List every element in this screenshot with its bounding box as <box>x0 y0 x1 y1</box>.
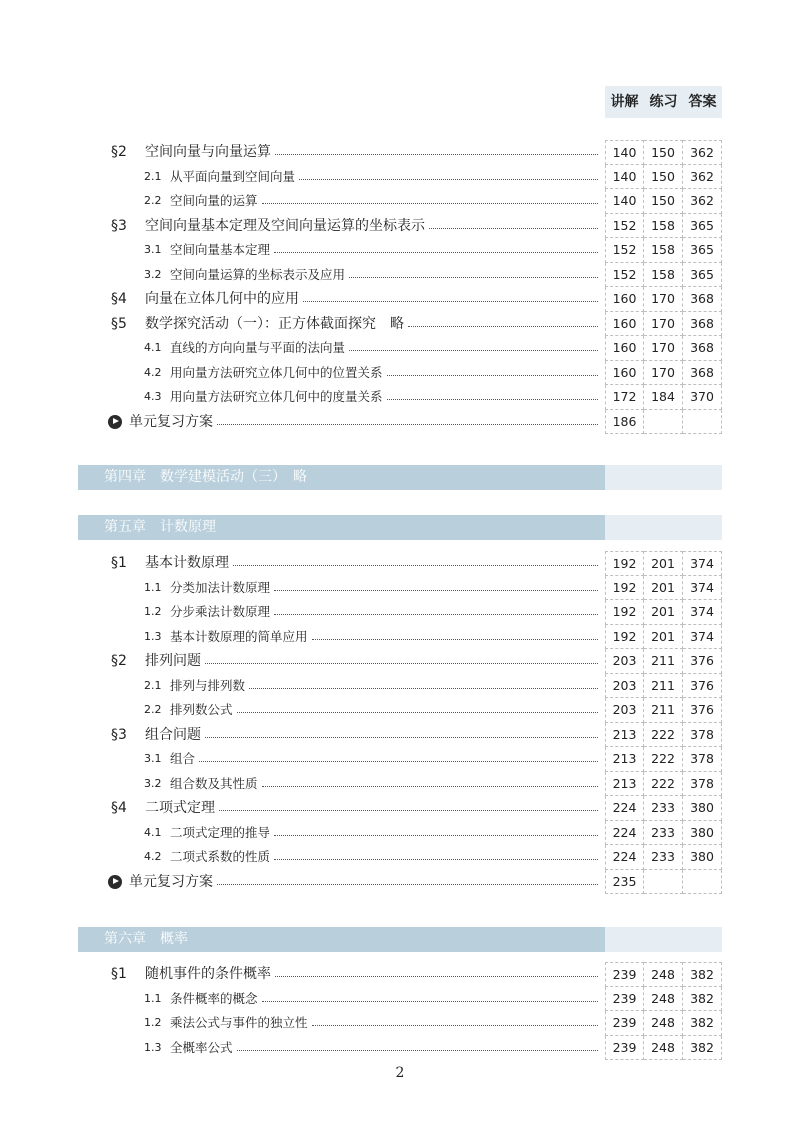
page-number-cells <box>605 600 722 625</box>
answer-page-cell: 374 <box>683 576 722 601</box>
toc-entry-title <box>111 140 271 165</box>
lecture-page-cell: 192 <box>605 625 644 650</box>
toc-entry-title <box>111 214 425 239</box>
practice-page-cell: 150 <box>644 189 683 214</box>
toc-entry-number: 1.2 <box>144 605 162 618</box>
page-number-cells <box>605 189 722 214</box>
toc-entry-number: §5 <box>111 315 127 332</box>
answer-page-cell: 382 <box>683 1011 722 1036</box>
toc-entry-title <box>144 165 295 190</box>
answer-page-cell: 368 <box>683 361 722 386</box>
leader-dots <box>274 614 598 615</box>
leader-dots <box>387 375 598 376</box>
page-number-cells <box>605 1011 722 1036</box>
toc-entry-text: 随机事件的条件概率 <box>145 966 271 982</box>
answer-page-cell: 362 <box>683 165 722 190</box>
practice-page-cell: 201 <box>644 551 683 576</box>
leader-dots <box>233 565 598 566</box>
leader-dots <box>274 252 598 253</box>
column-header-lecture: 讲解 <box>610 94 639 110</box>
toc-entry-text: 组合问题 <box>145 726 201 743</box>
toc-section-entry[interactable] <box>0 214 800 239</box>
toc-entry-text: 排列问题 <box>145 653 201 669</box>
leader-dots <box>349 350 598 351</box>
practice-page-cell: 233 <box>644 796 683 821</box>
toc-subsection-entry[interactable] <box>0 1011 800 1036</box>
lecture-page-cell: 160 <box>605 287 644 312</box>
toc-entry-title <box>108 410 213 435</box>
toc-entry-number: §1 <box>111 555 127 571</box>
toc-entry-text: 用向量方法研究立体几何中的度量关系 <box>170 389 383 404</box>
practice-page-cell: 201 <box>644 600 683 625</box>
practice-page-cell: 211 <box>644 674 683 699</box>
leader-dots <box>199 761 598 762</box>
toc-entry-title <box>111 287 299 312</box>
page-number-cells <box>605 140 722 165</box>
practice-page-cell: 170 <box>644 361 683 386</box>
toc-review-entry[interactable] <box>0 870 800 895</box>
leader-dots <box>219 810 598 811</box>
leader-dots <box>249 688 598 689</box>
toc-entry-number: §3 <box>111 217 127 234</box>
practice-page-cell: 201 <box>644 576 683 601</box>
toc-entry-number: 4.1 <box>144 825 162 839</box>
practice-page-cell: 158 <box>644 263 683 288</box>
toc-entry-text: 分类加法计数原理 <box>170 579 271 595</box>
toc-entry-number: §2 <box>111 653 127 669</box>
toc-entry-text: 乘法公式与事件的独立性 <box>170 1015 308 1030</box>
page-number-cells <box>605 214 722 239</box>
answer-page-cell: 365 <box>683 214 722 239</box>
chapter-heading-label: 第五章 计数原理 <box>104 519 216 535</box>
leader-dots <box>275 976 598 977</box>
column-header-practice: 练习 <box>649 94 678 110</box>
page-number-cells <box>605 870 722 895</box>
toc-entry-text: 空间向量基本定理 <box>170 242 271 257</box>
page-number-cells <box>605 238 722 263</box>
toc-entry-text: 空间向量基本定理及空间向量运算的坐标表示 <box>145 217 425 234</box>
toc-subsection-entry[interactable] <box>0 1036 800 1061</box>
play-arrow-icon <box>108 415 122 429</box>
toc-entry-text: 向量在立体几何中的应用 <box>145 291 299 307</box>
toc-entry-number: 2.1 <box>144 678 162 692</box>
toc-entry-number: 3.2 <box>144 776 162 790</box>
lecture-page-cell: 203 <box>605 674 644 699</box>
toc-subsection-entry[interactable] <box>0 987 800 1012</box>
practice-page-cell: 211 <box>644 698 683 723</box>
lecture-page-cell: 213 <box>605 772 644 797</box>
practice-page-cell: 201 <box>644 625 683 650</box>
answer-page-cell: 380 <box>683 796 722 821</box>
toc-entry-number: 4.2 <box>144 365 162 379</box>
answer-page-cell <box>683 870 722 895</box>
lecture-page-cell: 239 <box>605 1011 644 1036</box>
toc-entry-number: 2.2 <box>144 703 162 716</box>
toc-review-entry[interactable] <box>0 410 800 435</box>
page-number-cells <box>605 576 722 601</box>
toc-entry-text: 空间向量与向量运算 <box>145 144 271 160</box>
toc-entry-text: 空间向量的运算 <box>170 193 258 208</box>
page-number-cells <box>605 551 722 576</box>
toc-entry-number: 3.1 <box>144 243 162 256</box>
toc-entry-title <box>144 336 345 361</box>
practice-page-cell: 170 <box>644 336 683 361</box>
toc-entry-text: 二项式定理的推导 <box>170 824 271 840</box>
answer-page-cell: 378 <box>683 747 722 772</box>
toc-subsection-entry[interactable] <box>0 674 800 699</box>
answer-page-cell: 374 <box>683 625 722 650</box>
leader-dots <box>205 737 598 738</box>
lecture-page-cell: 224 <box>605 821 644 846</box>
leader-dots <box>262 1001 598 1002</box>
answer-page-cell: 362 <box>683 140 722 165</box>
lecture-page-cell: 186 <box>605 410 644 435</box>
answer-page-cell: 374 <box>683 551 722 576</box>
toc-subsection-entry[interactable] <box>0 698 800 723</box>
answer-page-cell: 378 <box>683 723 722 748</box>
toc-entry-title <box>144 987 258 1012</box>
lecture-page-cell: 213 <box>605 723 644 748</box>
toc-entry-title <box>144 361 383 386</box>
toc-entry-title <box>111 723 201 748</box>
lecture-page-cell: 203 <box>605 649 644 674</box>
answer-page-cell: 380 <box>683 821 722 846</box>
toc-entry-title <box>111 962 271 987</box>
lecture-page-cell: 152 <box>605 238 644 263</box>
page-number-cells <box>605 747 722 772</box>
toc-entry-text: 单元复习方案 <box>129 413 213 430</box>
toc-entry-text: 二项式系数的性质 <box>170 849 271 864</box>
page-number-cells <box>605 772 722 797</box>
toc-subsection-entry[interactable] <box>0 845 800 870</box>
toc-entry-text: 用向量方法研究立体几何中的位置关系 <box>170 364 383 380</box>
answer-page-cell: 365 <box>683 263 722 288</box>
lecture-page-cell: 160 <box>605 312 644 337</box>
lecture-page-cell: 160 <box>605 336 644 361</box>
leader-dots <box>217 424 598 425</box>
toc-entry-number: 4.3 <box>144 390 162 403</box>
toc-entry-text: 从平面向量到空间向量 <box>170 168 296 184</box>
lecture-page-cell: 213 <box>605 747 644 772</box>
toc-subsection-entry[interactable] <box>0 772 800 797</box>
toc-entry-text: 排列与排列数 <box>170 677 246 693</box>
toc-entry-title <box>144 625 308 650</box>
leader-dots <box>275 154 598 155</box>
toc-entry-text: 排列数公式 <box>170 702 233 717</box>
page-number-cells <box>605 312 722 337</box>
toc-entry-title <box>144 1036 233 1061</box>
leader-dots <box>429 228 598 229</box>
practice-page-cell <box>644 410 683 435</box>
practice-page-cell: 184 <box>644 385 683 410</box>
leader-dots <box>312 639 598 640</box>
practice-page-cell: 248 <box>644 1036 683 1061</box>
toc-entry-title <box>144 238 270 263</box>
toc-entry-number: 4.2 <box>144 850 162 863</box>
lecture-page-cell: 152 <box>605 263 644 288</box>
toc-subsection-entry[interactable] <box>0 747 800 772</box>
lecture-page-cell: 152 <box>605 214 644 239</box>
toc-section-entry[interactable] <box>0 962 800 987</box>
leader-dots <box>262 786 598 787</box>
toc-entry-number: 1.1 <box>144 580 162 594</box>
practice-page-cell: 233 <box>644 821 683 846</box>
toc-entry-number: §1 <box>111 966 127 982</box>
toc-entry-number: 1.3 <box>144 629 162 643</box>
leader-dots <box>349 277 598 278</box>
toc-entry-number: 1.3 <box>144 1040 162 1054</box>
page-number-cells <box>605 385 722 410</box>
toc-section-entry[interactable] <box>0 287 800 312</box>
lecture-page-cell: 203 <box>605 698 644 723</box>
leader-dots <box>274 835 598 836</box>
chapter-heading[interactable] <box>78 465 722 490</box>
practice-page-cell: 211 <box>644 649 683 674</box>
practice-page-cell: 248 <box>644 987 683 1012</box>
play-arrow-icon <box>108 875 122 889</box>
answer-page-cell: 376 <box>683 674 722 699</box>
toc-entry-title <box>144 845 270 870</box>
page-number-cells <box>605 796 722 821</box>
lecture-page-cell: 140 <box>605 165 644 190</box>
toc-subsection-entry[interactable] <box>0 576 800 601</box>
practice-page-cell: 222 <box>644 772 683 797</box>
toc-entry-text: 分步乘法计数原理 <box>170 604 271 619</box>
column-header-answer: 答案 <box>688 94 717 110</box>
lecture-page-cell: 224 <box>605 845 644 870</box>
practice-page-cell: 158 <box>644 214 683 239</box>
answer-page-cell: 368 <box>683 312 722 337</box>
toc-entry-number: 3.1 <box>144 752 162 765</box>
lecture-page-cell: 140 <box>605 140 644 165</box>
page-number-cells <box>605 987 722 1012</box>
lecture-page-cell: 239 <box>605 1036 644 1061</box>
answer-page-cell: 382 <box>683 987 722 1012</box>
leader-dots <box>312 1025 598 1026</box>
practice-page-cell: 222 <box>644 747 683 772</box>
lecture-page-cell: 192 <box>605 576 644 601</box>
leader-dots <box>262 203 598 204</box>
practice-page-cell: 150 <box>644 165 683 190</box>
practice-page-cell: 233 <box>644 845 683 870</box>
toc-entry-number: 3.2 <box>144 267 162 281</box>
answer-page-cell: 368 <box>683 336 722 361</box>
toc-entry-title <box>111 649 201 674</box>
toc-entry-number: 2.2 <box>144 194 162 207</box>
toc-entry-title <box>144 1011 308 1036</box>
toc-subsection-entry[interactable] <box>0 385 800 410</box>
toc-entry-title <box>144 600 270 625</box>
toc-subsection-entry[interactable] <box>0 361 800 386</box>
toc-entry-title <box>144 385 383 410</box>
leader-dots <box>205 663 598 664</box>
page-number: 2 <box>395 1065 405 1081</box>
toc-entry-number: 1.2 <box>144 1016 162 1029</box>
toc-entry-text: 全概率公式 <box>170 1039 233 1055</box>
toc-subsection-entry[interactable] <box>0 625 800 650</box>
leader-dots <box>237 712 598 713</box>
answer-page-cell: 376 <box>683 698 722 723</box>
answer-page-cell: 365 <box>683 238 722 263</box>
leader-dots <box>387 399 598 400</box>
chapter-heading-label: 第六章 概率 <box>104 931 188 947</box>
practice-page-cell <box>644 870 683 895</box>
lecture-page-cell: 192 <box>605 551 644 576</box>
toc-entry-number: 2.1 <box>144 169 162 183</box>
page-number-cells <box>605 674 722 699</box>
leader-dots <box>237 1050 598 1051</box>
chapter-heading[interactable] <box>78 927 722 952</box>
toc-entry-text: 基本计数原理 <box>145 555 229 571</box>
answer-page-cell: 362 <box>683 189 722 214</box>
practice-page-cell: 150 <box>644 140 683 165</box>
page-number-cells <box>605 263 722 288</box>
leader-dots <box>299 179 598 180</box>
page-number-cells <box>605 845 722 870</box>
toc-entry-title <box>111 796 215 821</box>
lecture-page-cell: 160 <box>605 361 644 386</box>
toc-subsection-entry[interactable] <box>0 165 800 190</box>
page-number-cells <box>605 361 722 386</box>
toc-entry-title <box>144 772 258 797</box>
toc-subsection-entry[interactable] <box>0 821 800 846</box>
leader-dots <box>303 301 598 302</box>
answer-page-cell: 382 <box>683 962 722 987</box>
toc-section-entry[interactable] <box>0 551 800 576</box>
page-number-cells <box>605 165 722 190</box>
answer-page-cell <box>683 410 722 435</box>
page-number-cells <box>605 698 722 723</box>
page-number-cells <box>605 1036 722 1061</box>
toc-subsection-entry[interactable] <box>0 600 800 625</box>
leader-dots <box>217 884 598 885</box>
toc-subsection-entry[interactable] <box>0 189 800 214</box>
page-number-cells <box>605 649 722 674</box>
toc-entry-text: 基本计数原理的简单应用 <box>170 628 308 644</box>
toc-entry-number: §4 <box>111 800 127 816</box>
toc-entry-title <box>144 698 233 723</box>
practice-page-cell: 170 <box>644 312 683 337</box>
toc-section-entry[interactable] <box>0 649 800 674</box>
chapter-heading[interactable] <box>78 515 722 540</box>
page-number-cells <box>605 625 722 650</box>
toc-section-entry[interactable] <box>0 140 800 165</box>
toc-subsection-entry[interactable] <box>0 263 800 288</box>
toc-entry-title <box>108 870 213 895</box>
toc-entry-number: §4 <box>111 291 127 307</box>
lecture-page-cell: 235 <box>605 870 644 895</box>
toc-entry-title <box>144 821 270 846</box>
lecture-page-cell: 140 <box>605 189 644 214</box>
page-number-cells <box>605 287 722 312</box>
toc-entry-text: 二项式定理 <box>145 800 215 816</box>
answer-page-cell: 368 <box>683 287 722 312</box>
leader-dots <box>274 859 598 860</box>
lecture-page-cell: 239 <box>605 987 644 1012</box>
toc-entry-title <box>111 312 404 337</box>
page-number-cells <box>605 962 722 987</box>
leader-dots <box>274 590 598 591</box>
lecture-page-cell: 224 <box>605 796 644 821</box>
toc-entry-text: 数学探究活动（一）：正方体截面探究 略 <box>145 315 404 332</box>
lecture-page-cell: 172 <box>605 385 644 410</box>
column-header <box>605 86 722 118</box>
practice-page-cell: 222 <box>644 723 683 748</box>
answer-page-cell: 374 <box>683 600 722 625</box>
toc-entry-text: 空间向量运算的坐标表示及应用 <box>170 266 346 282</box>
toc-entry-text: 直线的方向向量与平面的法向量 <box>170 340 346 355</box>
answer-page-cell: 378 <box>683 772 722 797</box>
practice-page-cell: 170 <box>644 287 683 312</box>
practice-page-cell: 248 <box>644 1011 683 1036</box>
toc-entry-title <box>144 747 195 772</box>
toc-subsection-entry[interactable] <box>0 336 800 361</box>
answer-page-cell: 370 <box>683 385 722 410</box>
lecture-page-cell: 239 <box>605 962 644 987</box>
toc-entry-text: 组合 <box>170 751 196 766</box>
toc-entry-title <box>144 263 345 288</box>
page-number-cells <box>605 821 722 846</box>
toc-entry-number: 1.1 <box>144 991 162 1005</box>
toc-entry-title <box>144 189 258 214</box>
lecture-page-cell: 192 <box>605 600 644 625</box>
toc-entry-number: §3 <box>111 726 127 743</box>
toc-section-entry[interactable] <box>0 312 800 337</box>
page-number-cells <box>605 410 722 435</box>
toc-entry-number: §2 <box>111 144 127 160</box>
toc-section-entry[interactable] <box>0 796 800 821</box>
toc-subsection-entry[interactable] <box>0 238 800 263</box>
practice-page-cell: 158 <box>644 238 683 263</box>
chapter-heading-label: 第四章 数学建模活动（三） 略 <box>104 469 307 485</box>
toc-entry-text: 组合数及其性质 <box>170 775 258 791</box>
toc-entry-text: 单元复习方案 <box>129 873 213 890</box>
toc-entry-number: 4.1 <box>144 341 162 354</box>
answer-page-cell: 380 <box>683 845 722 870</box>
toc-section-entry[interactable] <box>0 723 800 748</box>
page-number-cells <box>605 336 722 361</box>
toc-entry-title <box>144 674 245 699</box>
answer-page-cell: 376 <box>683 649 722 674</box>
leader-dots <box>408 326 598 327</box>
page-number-cells <box>605 723 722 748</box>
toc-entry-text: 条件概率的概念 <box>170 990 258 1006</box>
toc-entry-title <box>144 576 270 601</box>
toc-entry-title <box>111 551 229 576</box>
answer-page-cell: 382 <box>683 1036 722 1061</box>
practice-page-cell: 248 <box>644 962 683 987</box>
